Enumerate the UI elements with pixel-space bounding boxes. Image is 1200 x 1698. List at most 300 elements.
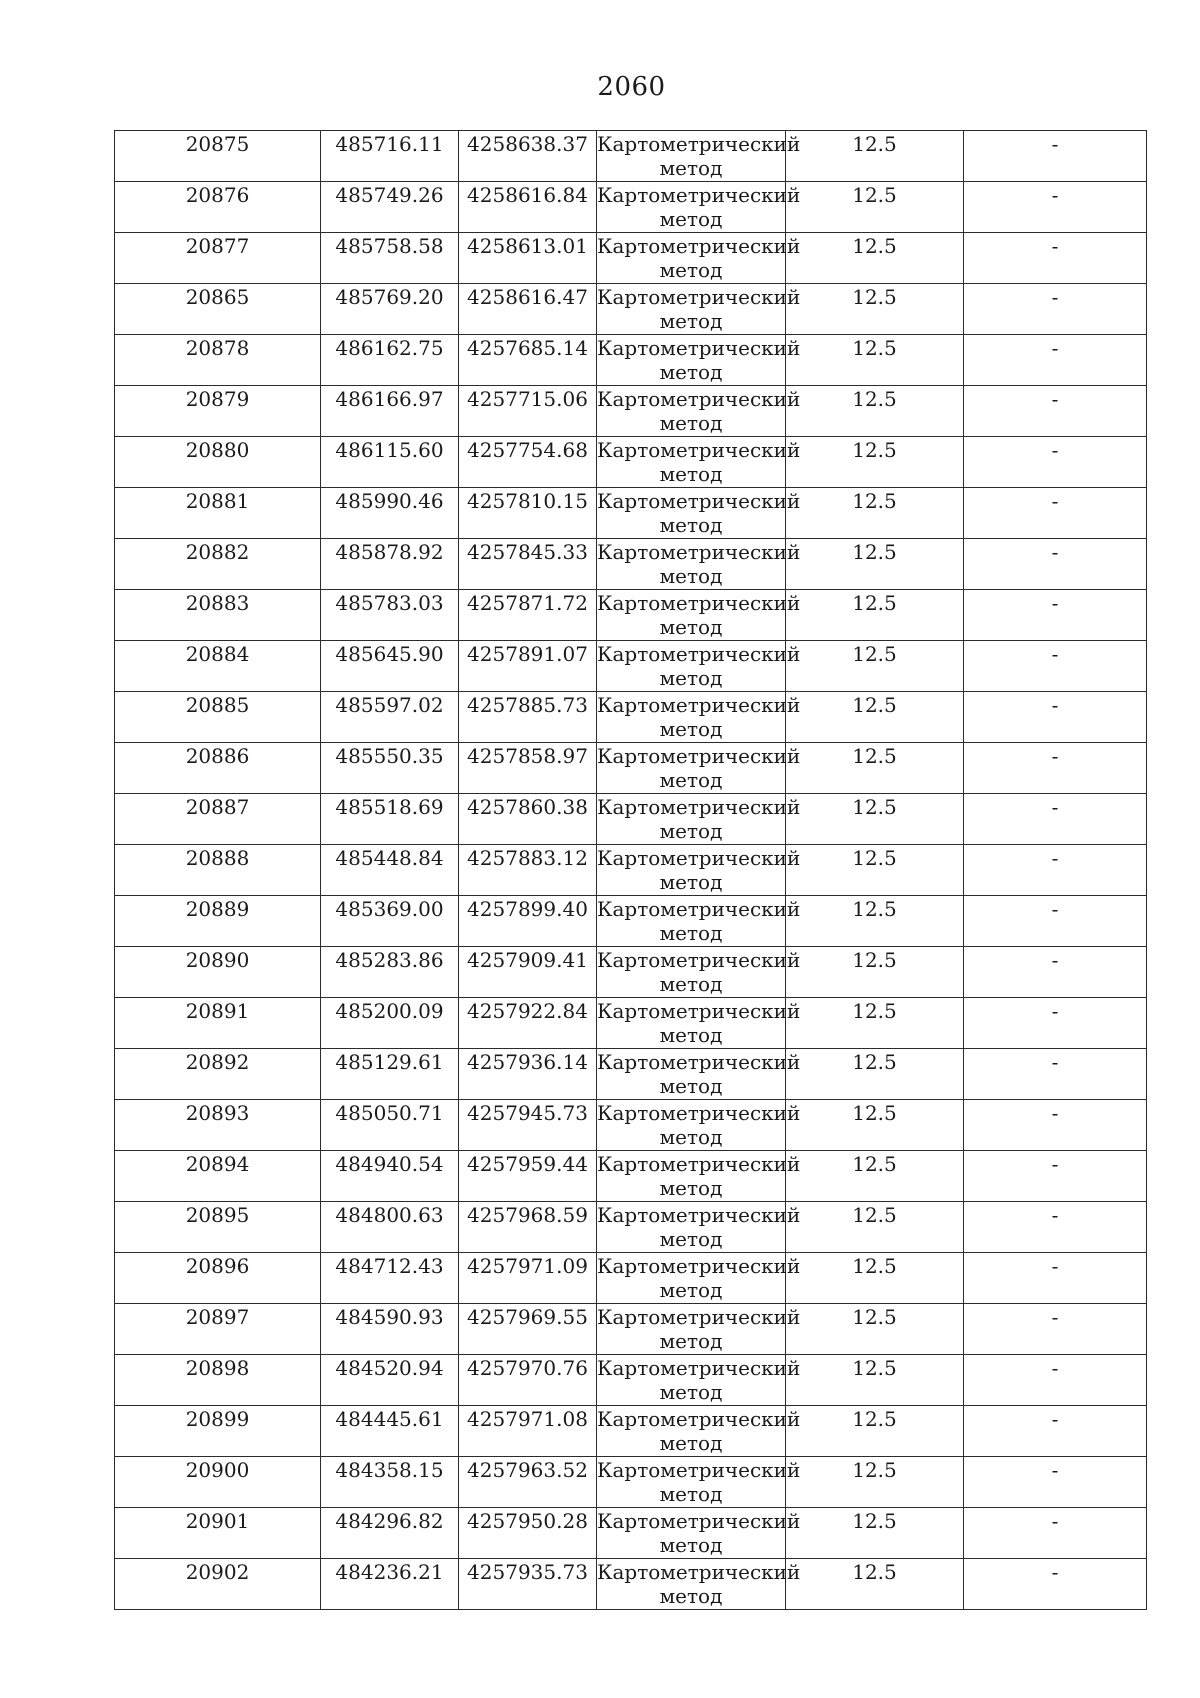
y-coordinate-cell <box>459 998 597 1049</box>
x-coordinate-cell <box>321 335 459 386</box>
y-coordinate-cell <box>459 182 597 233</box>
y-coordinate-cell-text: 4257945.73 <box>467 1101 588 1125</box>
x-coordinate-cell-text: 485769.20 <box>335 285 444 309</box>
y-coordinate-cell <box>459 488 597 539</box>
accuracy-cell-text: 12.5 <box>852 1254 897 1278</box>
point-id-cell <box>115 845 321 896</box>
method-cell <box>597 1355 801 1406</box>
table-row <box>115 998 1147 1049</box>
note-cell-text: - <box>1051 1101 1059 1125</box>
x-coordinate-cell <box>321 233 459 284</box>
y-coordinate-cell <box>459 1355 597 1406</box>
note-cell <box>964 284 1147 335</box>
x-coordinate-cell <box>321 1508 459 1559</box>
y-coordinate-cell-text: 4257883.12 <box>467 846 588 870</box>
method-cell <box>597 1253 801 1304</box>
x-coordinate-cell <box>321 641 459 692</box>
y-coordinate-cell <box>459 233 597 284</box>
accuracy-cell-text: 12.5 <box>852 540 897 564</box>
x-coordinate-cell-text: 486166.97 <box>335 387 444 411</box>
table-row <box>115 233 1147 284</box>
accuracy-cell-text: 12.5 <box>852 999 897 1023</box>
note-cell <box>964 1559 1147 1610</box>
method-cell-text: Картометрический метод <box>597 1203 801 1251</box>
x-coordinate-cell-text: 485878.92 <box>335 540 444 564</box>
method-cell-text: Картометрический метод <box>597 948 801 996</box>
accuracy-cell-text: 12.5 <box>852 489 897 513</box>
method-cell-text: Картометрический метод <box>597 234 801 282</box>
y-coordinate-cell-text: 4258638.37 <box>467 132 588 156</box>
note-cell-text: - <box>1051 1254 1059 1278</box>
x-coordinate-cell <box>321 488 459 539</box>
point-id-cell <box>115 692 321 743</box>
note-cell <box>964 131 1147 182</box>
y-coordinate-cell <box>459 1151 597 1202</box>
x-coordinate-cell <box>321 692 459 743</box>
accuracy-cell-text: 12.5 <box>852 693 897 717</box>
y-coordinate-cell <box>459 1457 597 1508</box>
method-cell <box>597 1100 801 1151</box>
accuracy-cell <box>786 1304 964 1355</box>
x-coordinate-cell-text: 485050.71 <box>335 1101 444 1125</box>
point-id-cell-text: 20900 <box>185 1458 250 1482</box>
table-row <box>115 1457 1147 1508</box>
point-id-cell <box>115 488 321 539</box>
accuracy-cell <box>786 182 964 233</box>
accuracy-cell <box>786 794 964 845</box>
y-coordinate-cell <box>459 692 597 743</box>
x-coordinate-cell-text: 484712.43 <box>335 1254 444 1278</box>
x-coordinate-cell <box>321 590 459 641</box>
x-coordinate-cell-text: 485716.11 <box>335 132 444 156</box>
point-id-cell <box>115 1508 321 1559</box>
y-coordinate-cell <box>459 743 597 794</box>
method-cell-text: Картометрический метод <box>597 1050 801 1098</box>
method-cell <box>597 1508 801 1559</box>
x-coordinate-cell-text: 485283.86 <box>335 948 444 972</box>
point-id-cell-text: 20895 <box>185 1203 250 1227</box>
y-coordinate-cell-text: 4257891.07 <box>467 642 588 666</box>
method-cell-text: Картометрический метод <box>597 693 801 741</box>
y-coordinate-cell <box>459 1100 597 1151</box>
point-id-cell-text: 20894 <box>185 1152 250 1176</box>
x-coordinate-cell <box>321 1304 459 1355</box>
y-coordinate-cell-text: 4257810.15 <box>467 489 588 513</box>
y-coordinate-cell-text: 4257963.52 <box>467 1458 588 1482</box>
x-coordinate-cell-text: 485129.61 <box>335 1050 444 1074</box>
y-coordinate-cell <box>459 845 597 896</box>
y-coordinate-cell <box>459 131 597 182</box>
note-cell <box>964 488 1147 539</box>
accuracy-cell-text: 12.5 <box>852 948 897 972</box>
method-cell-text: Картометрический метод <box>597 897 801 945</box>
method-cell <box>597 1151 801 1202</box>
x-coordinate-cell-text: 486162.75 <box>335 336 444 360</box>
x-coordinate-cell <box>321 539 459 590</box>
y-coordinate-cell <box>459 1406 597 1457</box>
x-coordinate-cell <box>321 1202 459 1253</box>
point-id-cell <box>115 1559 321 1610</box>
accuracy-cell <box>786 743 964 794</box>
method-cell <box>597 233 801 284</box>
note-cell <box>964 1355 1147 1406</box>
accuracy-cell-text: 12.5 <box>852 1305 897 1329</box>
point-id-cell-text: 20901 <box>185 1509 250 1533</box>
accuracy-cell <box>786 692 964 743</box>
note-cell <box>964 1508 1147 1559</box>
table-row <box>115 1049 1147 1100</box>
note-cell-text: - <box>1051 1356 1059 1380</box>
point-id-cell <box>115 386 321 437</box>
accuracy-cell-text: 12.5 <box>852 846 897 870</box>
method-cell <box>597 182 801 233</box>
point-id-cell-text: 20880 <box>185 438 250 462</box>
note-cell <box>964 182 1147 233</box>
accuracy-cell <box>786 1406 964 1457</box>
y-coordinate-cell-text: 4257845.33 <box>467 540 588 564</box>
table-row <box>115 641 1147 692</box>
accuracy-cell <box>786 131 964 182</box>
accuracy-cell-text: 12.5 <box>852 795 897 819</box>
x-coordinate-cell-text: 484236.21 <box>335 1560 444 1584</box>
note-cell-text: - <box>1051 387 1059 411</box>
method-cell-text: Картометрический метод <box>597 846 801 894</box>
accuracy-cell <box>786 1151 964 1202</box>
note-cell-text: - <box>1051 1152 1059 1176</box>
table-row <box>115 488 1147 539</box>
accuracy-cell-text: 12.5 <box>852 183 897 207</box>
accuracy-cell <box>786 437 964 488</box>
point-id-cell <box>115 131 321 182</box>
point-id-cell <box>115 182 321 233</box>
y-coordinate-cell-text: 4257885.73 <box>467 693 588 717</box>
x-coordinate-cell-text: 485758.58 <box>335 234 444 258</box>
method-cell-text: Картометрический метод <box>597 1152 801 1200</box>
note-cell-text: - <box>1051 642 1059 666</box>
point-id-cell <box>115 743 321 794</box>
accuracy-cell <box>786 1355 964 1406</box>
y-coordinate-cell <box>459 794 597 845</box>
method-cell-text: Картометрический метод <box>597 1101 801 1149</box>
point-id-cell <box>115 794 321 845</box>
y-coordinate-cell-text: 4257871.72 <box>467 591 588 615</box>
accuracy-cell-text: 12.5 <box>852 285 897 309</box>
point-id-cell-text: 20902 <box>185 1560 250 1584</box>
table-row <box>115 1406 1147 1457</box>
method-cell <box>597 1406 801 1457</box>
method-cell <box>597 386 801 437</box>
note-cell <box>964 641 1147 692</box>
method-cell <box>597 437 801 488</box>
table-row <box>115 1355 1147 1406</box>
y-coordinate-cell-text: 4257860.38 <box>467 795 588 819</box>
point-id-cell <box>115 947 321 998</box>
note-cell-text: - <box>1051 948 1059 972</box>
x-coordinate-cell <box>321 1355 459 1406</box>
accuracy-cell <box>786 641 964 692</box>
method-cell <box>597 896 801 947</box>
point-id-cell <box>115 539 321 590</box>
accuracy-cell <box>786 590 964 641</box>
method-cell-text: Картометрический метод <box>597 1458 801 1506</box>
table-row <box>115 1559 1147 1610</box>
note-cell <box>964 1304 1147 1355</box>
x-coordinate-cell <box>321 182 459 233</box>
accuracy-cell-text: 12.5 <box>852 1560 897 1584</box>
method-cell-text: Картометрический метод <box>597 1560 801 1608</box>
y-coordinate-cell <box>459 947 597 998</box>
x-coordinate-cell <box>321 947 459 998</box>
note-cell <box>964 233 1147 284</box>
method-cell-text: Картометрический метод <box>597 132 801 180</box>
accuracy-cell-text: 12.5 <box>852 642 897 666</box>
y-coordinate-cell-text: 4258613.01 <box>467 234 588 258</box>
accuracy-cell <box>786 998 964 1049</box>
point-id-cell <box>115 1253 321 1304</box>
table-row <box>115 794 1147 845</box>
y-coordinate-cell-text: 4257715.06 <box>467 387 588 411</box>
point-id-cell <box>115 1304 321 1355</box>
point-id-cell <box>115 335 321 386</box>
point-id-cell-text: 20887 <box>185 795 250 819</box>
note-cell <box>964 1253 1147 1304</box>
accuracy-cell <box>786 896 964 947</box>
method-cell-text: Картометрический метод <box>597 489 801 537</box>
point-id-cell-text: 20898 <box>185 1356 250 1380</box>
table-row <box>115 182 1147 233</box>
method-cell <box>597 1049 801 1100</box>
y-coordinate-cell-text: 4257959.44 <box>467 1152 588 1176</box>
x-coordinate-cell-text: 484520.94 <box>335 1356 444 1380</box>
point-id-cell-text: 20884 <box>185 642 250 666</box>
table-row <box>115 1100 1147 1151</box>
point-id-cell-text: 20896 <box>185 1254 250 1278</box>
y-coordinate-cell-text: 4257909.41 <box>467 948 588 972</box>
accuracy-cell <box>786 1508 964 1559</box>
accuracy-cell-text: 12.5 <box>852 438 897 462</box>
x-coordinate-cell <box>321 1100 459 1151</box>
accuracy-cell-text: 12.5 <box>852 234 897 258</box>
point-id-cell <box>115 641 321 692</box>
coordinates-table-body <box>115 131 1147 1610</box>
method-cell-text: Картометрический метод <box>597 1509 801 1557</box>
method-cell <box>597 335 801 386</box>
method-cell-text: Картометрический метод <box>597 387 801 435</box>
accuracy-cell-text: 12.5 <box>852 1152 897 1176</box>
note-cell <box>964 1406 1147 1457</box>
accuracy-cell-text: 12.5 <box>852 1509 897 1533</box>
method-cell <box>597 590 801 641</box>
method-cell-text: Картометрический метод <box>597 642 801 690</box>
x-coordinate-cell-text: 485550.35 <box>335 744 444 768</box>
method-cell-text: Картометрический метод <box>597 591 801 639</box>
x-coordinate-cell-text: 485783.03 <box>335 591 444 615</box>
point-id-cell <box>115 1406 321 1457</box>
x-coordinate-cell-text: 485448.84 <box>335 846 444 870</box>
x-coordinate-cell <box>321 998 459 1049</box>
method-cell-text: Картометрический метод <box>597 438 801 486</box>
point-id-cell-text: 20890 <box>185 948 250 972</box>
y-coordinate-cell <box>459 284 597 335</box>
note-cell <box>964 896 1147 947</box>
y-coordinate-cell-text: 4257950.28 <box>467 1509 588 1533</box>
note-cell-text: - <box>1051 234 1059 258</box>
table-row <box>115 437 1147 488</box>
note-cell <box>964 437 1147 488</box>
x-coordinate-cell-text: 486115.60 <box>335 438 444 462</box>
table-row <box>115 590 1147 641</box>
accuracy-cell-text: 12.5 <box>852 387 897 411</box>
y-coordinate-cell-text: 4257858.97 <box>467 744 588 768</box>
note-cell <box>964 335 1147 386</box>
x-coordinate-cell <box>321 1049 459 1100</box>
method-cell <box>597 1559 801 1610</box>
method-cell <box>597 845 801 896</box>
x-coordinate-cell <box>321 437 459 488</box>
accuracy-cell-text: 12.5 <box>852 1458 897 1482</box>
note-cell <box>964 998 1147 1049</box>
method-cell-text: Картометрический метод <box>597 795 801 843</box>
point-id-cell <box>115 1202 321 1253</box>
x-coordinate-cell-text: 485749.26 <box>335 183 444 207</box>
point-id-cell-text: 20889 <box>185 897 250 921</box>
x-coordinate-cell <box>321 1151 459 1202</box>
y-coordinate-cell-text: 4257922.84 <box>467 999 588 1023</box>
y-coordinate-cell-text: 4257936.14 <box>467 1050 588 1074</box>
point-id-cell-text: 20881 <box>185 489 250 513</box>
accuracy-cell-text: 12.5 <box>852 1356 897 1380</box>
point-id-cell <box>115 1049 321 1100</box>
note-cell-text: - <box>1051 132 1059 156</box>
x-coordinate-cell <box>321 131 459 182</box>
note-cell-text: - <box>1051 285 1059 309</box>
accuracy-cell <box>786 1049 964 1100</box>
method-cell <box>597 1457 801 1508</box>
accuracy-cell-text: 12.5 <box>852 897 897 921</box>
method-cell-text: Картометрический метод <box>597 183 801 231</box>
note-cell <box>964 386 1147 437</box>
y-coordinate-cell-text: 4257899.40 <box>467 897 588 921</box>
method-cell <box>597 743 801 794</box>
y-coordinate-cell <box>459 1559 597 1610</box>
table-row <box>115 1253 1147 1304</box>
x-coordinate-cell <box>321 1406 459 1457</box>
x-coordinate-cell-text: 485200.09 <box>335 999 444 1023</box>
y-coordinate-cell <box>459 1202 597 1253</box>
point-id-cell-text: 20886 <box>185 744 250 768</box>
method-cell-text: Картометрический метод <box>597 1356 801 1404</box>
point-id-cell <box>115 437 321 488</box>
point-id-cell-text: 20899 <box>185 1407 250 1431</box>
note-cell <box>964 692 1147 743</box>
accuracy-cell <box>786 539 964 590</box>
x-coordinate-cell-text: 484358.15 <box>335 1458 444 1482</box>
x-coordinate-cell <box>321 896 459 947</box>
method-cell-text: Картометрический метод <box>597 999 801 1047</box>
note-cell-text: - <box>1051 999 1059 1023</box>
note-cell-text: - <box>1051 693 1059 717</box>
point-id-cell-text: 20876 <box>185 183 250 207</box>
point-id-cell-text: 20878 <box>185 336 250 360</box>
point-id-cell-text: 20883 <box>185 591 250 615</box>
method-cell-text: Картометрический метод <box>597 1254 801 1302</box>
note-cell-text: - <box>1051 846 1059 870</box>
accuracy-cell-text: 12.5 <box>852 336 897 360</box>
point-id-cell-text: 20875 <box>185 132 250 156</box>
y-coordinate-cell-text: 4257969.55 <box>467 1305 588 1329</box>
note-cell-text: - <box>1051 1458 1059 1482</box>
accuracy-cell <box>786 386 964 437</box>
y-coordinate-cell-text: 4258616.47 <box>467 285 588 309</box>
coordinates-table <box>114 130 1147 1610</box>
point-id-cell <box>115 1151 321 1202</box>
note-cell <box>964 1151 1147 1202</box>
note-cell-text: - <box>1051 540 1059 564</box>
y-coordinate-cell <box>459 1253 597 1304</box>
x-coordinate-cell-text: 484445.61 <box>335 1407 444 1431</box>
note-cell-text: - <box>1051 1203 1059 1227</box>
table-row <box>115 947 1147 998</box>
point-id-cell-text: 20897 <box>185 1305 250 1329</box>
accuracy-cell-text: 12.5 <box>852 591 897 615</box>
table-row <box>115 386 1147 437</box>
point-id-cell <box>115 1100 321 1151</box>
note-cell-text: - <box>1051 183 1059 207</box>
method-cell-text: Картометрический метод <box>597 744 801 792</box>
point-id-cell-text: 20877 <box>185 234 250 258</box>
x-coordinate-cell <box>321 1559 459 1610</box>
method-cell <box>597 947 801 998</box>
point-id-cell <box>115 590 321 641</box>
accuracy-cell-text: 12.5 <box>852 1407 897 1431</box>
y-coordinate-cell <box>459 1304 597 1355</box>
table-row <box>115 692 1147 743</box>
x-coordinate-cell <box>321 845 459 896</box>
method-cell-text: Картометрический метод <box>597 285 801 333</box>
note-cell-text: - <box>1051 591 1059 615</box>
method-cell <box>597 1304 801 1355</box>
point-id-cell-text: 20882 <box>185 540 250 564</box>
method-cell <box>597 488 801 539</box>
method-cell-text: Картометрический метод <box>597 1407 801 1455</box>
y-coordinate-cell <box>459 386 597 437</box>
x-coordinate-cell <box>321 1253 459 1304</box>
note-cell <box>964 1049 1147 1100</box>
accuracy-cell <box>786 284 964 335</box>
table-row <box>115 335 1147 386</box>
note-cell <box>964 1100 1147 1151</box>
table-row <box>115 1202 1147 1253</box>
point-id-cell <box>115 1457 321 1508</box>
note-cell-text: - <box>1051 1305 1059 1329</box>
y-coordinate-cell-text: 4257971.08 <box>467 1407 588 1431</box>
y-coordinate-cell-text: 4257968.59 <box>467 1203 588 1227</box>
table-row <box>115 896 1147 947</box>
accuracy-cell <box>786 1202 964 1253</box>
y-coordinate-cell-text: 4257754.68 <box>467 438 588 462</box>
table-row <box>115 1151 1147 1202</box>
accuracy-cell <box>786 1457 964 1508</box>
point-id-cell-text: 20892 <box>185 1050 250 1074</box>
note-cell <box>964 947 1147 998</box>
method-cell <box>597 794 801 845</box>
note-cell <box>964 1457 1147 1508</box>
note-cell-text: - <box>1051 438 1059 462</box>
page-number: 2060 <box>597 72 666 102</box>
y-coordinate-cell-text: 4257971.09 <box>467 1254 588 1278</box>
method-cell <box>597 998 801 1049</box>
note-cell-text: - <box>1051 489 1059 513</box>
